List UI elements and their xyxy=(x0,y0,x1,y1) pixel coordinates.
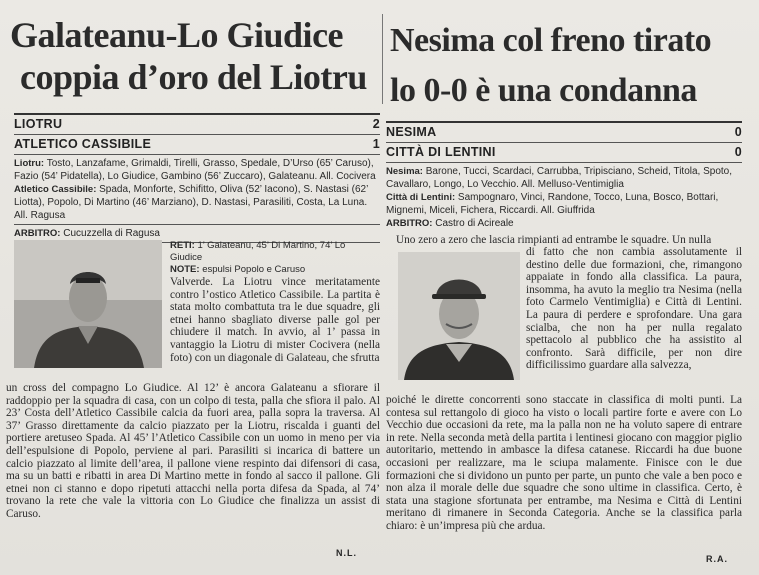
home-team-score: 0 xyxy=(734,125,742,139)
away-team-row xyxy=(14,137,380,152)
home-lineup-text: Barone, Tucci, Scardaci, Carrubba, Tripisciano, Scheid, Titola, Spoto, Cavallaro, Longo, Lo Vecchio. All. Melluso-Ventimiglia xyxy=(386,166,733,190)
article-body-bottom: un cross del compagno Lo Giudice. Al 12’ è ancora Galateanu a sfiorare il raddoppio per la squadra di casa, con un colpo di testa, palla che sfiora il palo. Al 23’ Costa dell’Atletico Cassibile calcia da fuori area, palla sopra la traversa. Al 37’ Grasso direttamente da calcio piazzato per la Liotru, riscalda i guanti del portiere aretuseo Spada. Al 45’ l’Atletico Cassibile con un uomo in meno per via dell’espulsione di Popolo, perviene al pari. Parasiliti si incarica di battere un calcio piazzato al limite dell’area, il pallone viene respinto dai difensori di casa, ma su un batti e ribatti in area Di Martino mette in fondo al sacco il pallone. Gli etnei non ci stanno e dopo ripetuti attacchi nella porta difesa da Spada, al 74’ trovano la rete che vale la vittoria con Lo Giudice che finalizza un assist di Caruso. xyxy=(6,382,380,520)
referee-name: Cucuzzella di Ragusa xyxy=(63,228,160,239)
home-team-row xyxy=(386,125,742,140)
notes-text: espulsi Popolo e Caruso xyxy=(202,264,306,275)
away-team-name: ATLETICO CASSIBILE xyxy=(14,137,152,151)
match-box xyxy=(386,120,742,230)
home-team-score: 2 xyxy=(372,117,380,131)
divider xyxy=(386,121,742,123)
home-lineup-text: Tosto, Lanzafame, Grimaldi, Tirelli, Grasso, Spedale, D’Urso (65’ Caruso), Fazio (54’ Pidatella), Lo Giudice, Gambino (56’ Zuccaro), Galateanu. All. Cocivera xyxy=(14,158,376,182)
headline-line1: Galateanu-Lo Giudice xyxy=(10,15,344,55)
coach-photo-ventimiglia xyxy=(398,252,520,380)
column-divider xyxy=(382,14,383,104)
notes-line xyxy=(170,264,380,276)
home-lineup xyxy=(386,165,742,191)
away-team-row xyxy=(386,145,742,160)
coach-photo-cocivera xyxy=(14,240,162,368)
away-lineup xyxy=(14,183,380,222)
match-notes xyxy=(170,240,380,276)
divider xyxy=(14,154,380,155)
divider xyxy=(386,142,742,143)
headline-line2: lo 0-0 è una condanna xyxy=(390,72,697,109)
goals-label: RETI: xyxy=(170,240,195,251)
home-lineup-label: Nesima: xyxy=(386,166,423,177)
article-body-top: Valverde. La Liotru vince meritatamente contro l’ostico Atletico Cassibile. La partita è stata molto combattuta tra le due squadre, gli etnei hanno sbagliato diverse palle gol per chiudere il match. In avvio, al 1’ passa in vantaggio la Liotru di mister Cocivera (nella foto) con un diagonale di Galateau, che sfrutta xyxy=(170,276,380,364)
home-team-row xyxy=(14,117,380,132)
notes-label: NOTE: xyxy=(170,264,200,275)
goals-line xyxy=(170,240,380,264)
article-body-bottom: poiché le dirette concorrenti sono staccate in classifica di molti punti. La contesa sul rettangolo di gioco ha visto o locali partire forte e avere con Lo Vecchio due occasioni da rete, ma la palla non ne ha voluto sapere di entrare in rete. Nella seconda metà della partita i lentinesi giocano con maggior piglio autoritario, mettendo in ambasce la difesa catanese. Riccardi ha due buone occasioni per realizzare, ma le sciupa malamente. Finisce con le due formazioni che si dividono un punto per parte, un punto che vale a ben poco e non alza il morale delle due squadre che sono ultime in classifica. Certo, è stata una stagione sfortunata per entrambe, ma Nesima e Città di Lentini meritano di rimanere in Seconda Categoria. Anche se la classifica parla chiaro: è un’impresa più che ardua. xyxy=(386,394,742,532)
away-lineup-text: Spada, Monforte, Schifitto, Oliva (52’ Iacono), S. Nastasi (62’ Liotta), Popolo, Di Martino (46’ Marziano), D. Nastasi, Parasiliti, Costa, La Luna. All. Ragusa xyxy=(14,184,368,221)
home-team-name: NESIMA xyxy=(386,125,437,139)
goals-text: 1’ Galateanu, 45’ Di Martino, 74’ Lo Giudice xyxy=(170,240,346,263)
away-lineup xyxy=(386,191,742,217)
divider xyxy=(386,162,742,163)
headline-line2: coppia d’oro del Liotru xyxy=(20,57,367,97)
away-team-score: 1 xyxy=(372,137,380,151)
home-lineup-label: Liotru: xyxy=(14,158,45,169)
headline-line1: Nesima col freno tirato xyxy=(390,22,712,59)
referee-line xyxy=(14,227,380,240)
away-lineup-label: Atletico Cassibile: xyxy=(14,184,97,195)
author-signature: N.L. xyxy=(336,548,357,558)
home-team-name: LIOTRU xyxy=(14,117,63,131)
away-lineup-label: Città di Lentini: xyxy=(386,192,456,203)
divider xyxy=(14,224,380,225)
referee-line xyxy=(386,217,742,230)
author-signature: R.A. xyxy=(706,554,728,564)
match-box xyxy=(14,112,380,245)
home-lineup xyxy=(14,157,380,183)
referee-label: ARBITRO: xyxy=(14,228,61,239)
away-team-score: 0 xyxy=(734,145,742,159)
referee-label: ARBITRO: xyxy=(386,218,433,229)
article-body-top: di fatto che non cambia assolutamente il destino delle due formazioni, che, rimangono appaiate in fondo alla classifica. La paura, insomma, ha avuto la meglio tra Nesima (nella foto Carmelo Ventimiglia) e Città di Lentini. La paura di perdere e sprofondare. Una gara scialba, che non ha per nulla regalato spettacolo al pubblico che ha assistito al confronto. Sarà difficile, per non dire difficilissimo guardare alla salvezza, xyxy=(526,246,742,372)
article-body-intro: Uno zero a zero che lascia rimpianti ad entrambe le squadre. Un nulla xyxy=(396,234,712,246)
away-lineup-text: Sampognaro, Vinci, Randone, Tocco, Luna, Bosco, Bottari, Mignemi, Miceli, Fichera, Riccardi. All. Giuffrida xyxy=(386,192,719,216)
divider xyxy=(14,113,380,115)
away-team-name: CITTÀ DI LENTINI xyxy=(386,145,496,159)
referee-name: Castro di Acireale xyxy=(435,218,514,229)
divider xyxy=(14,134,380,135)
